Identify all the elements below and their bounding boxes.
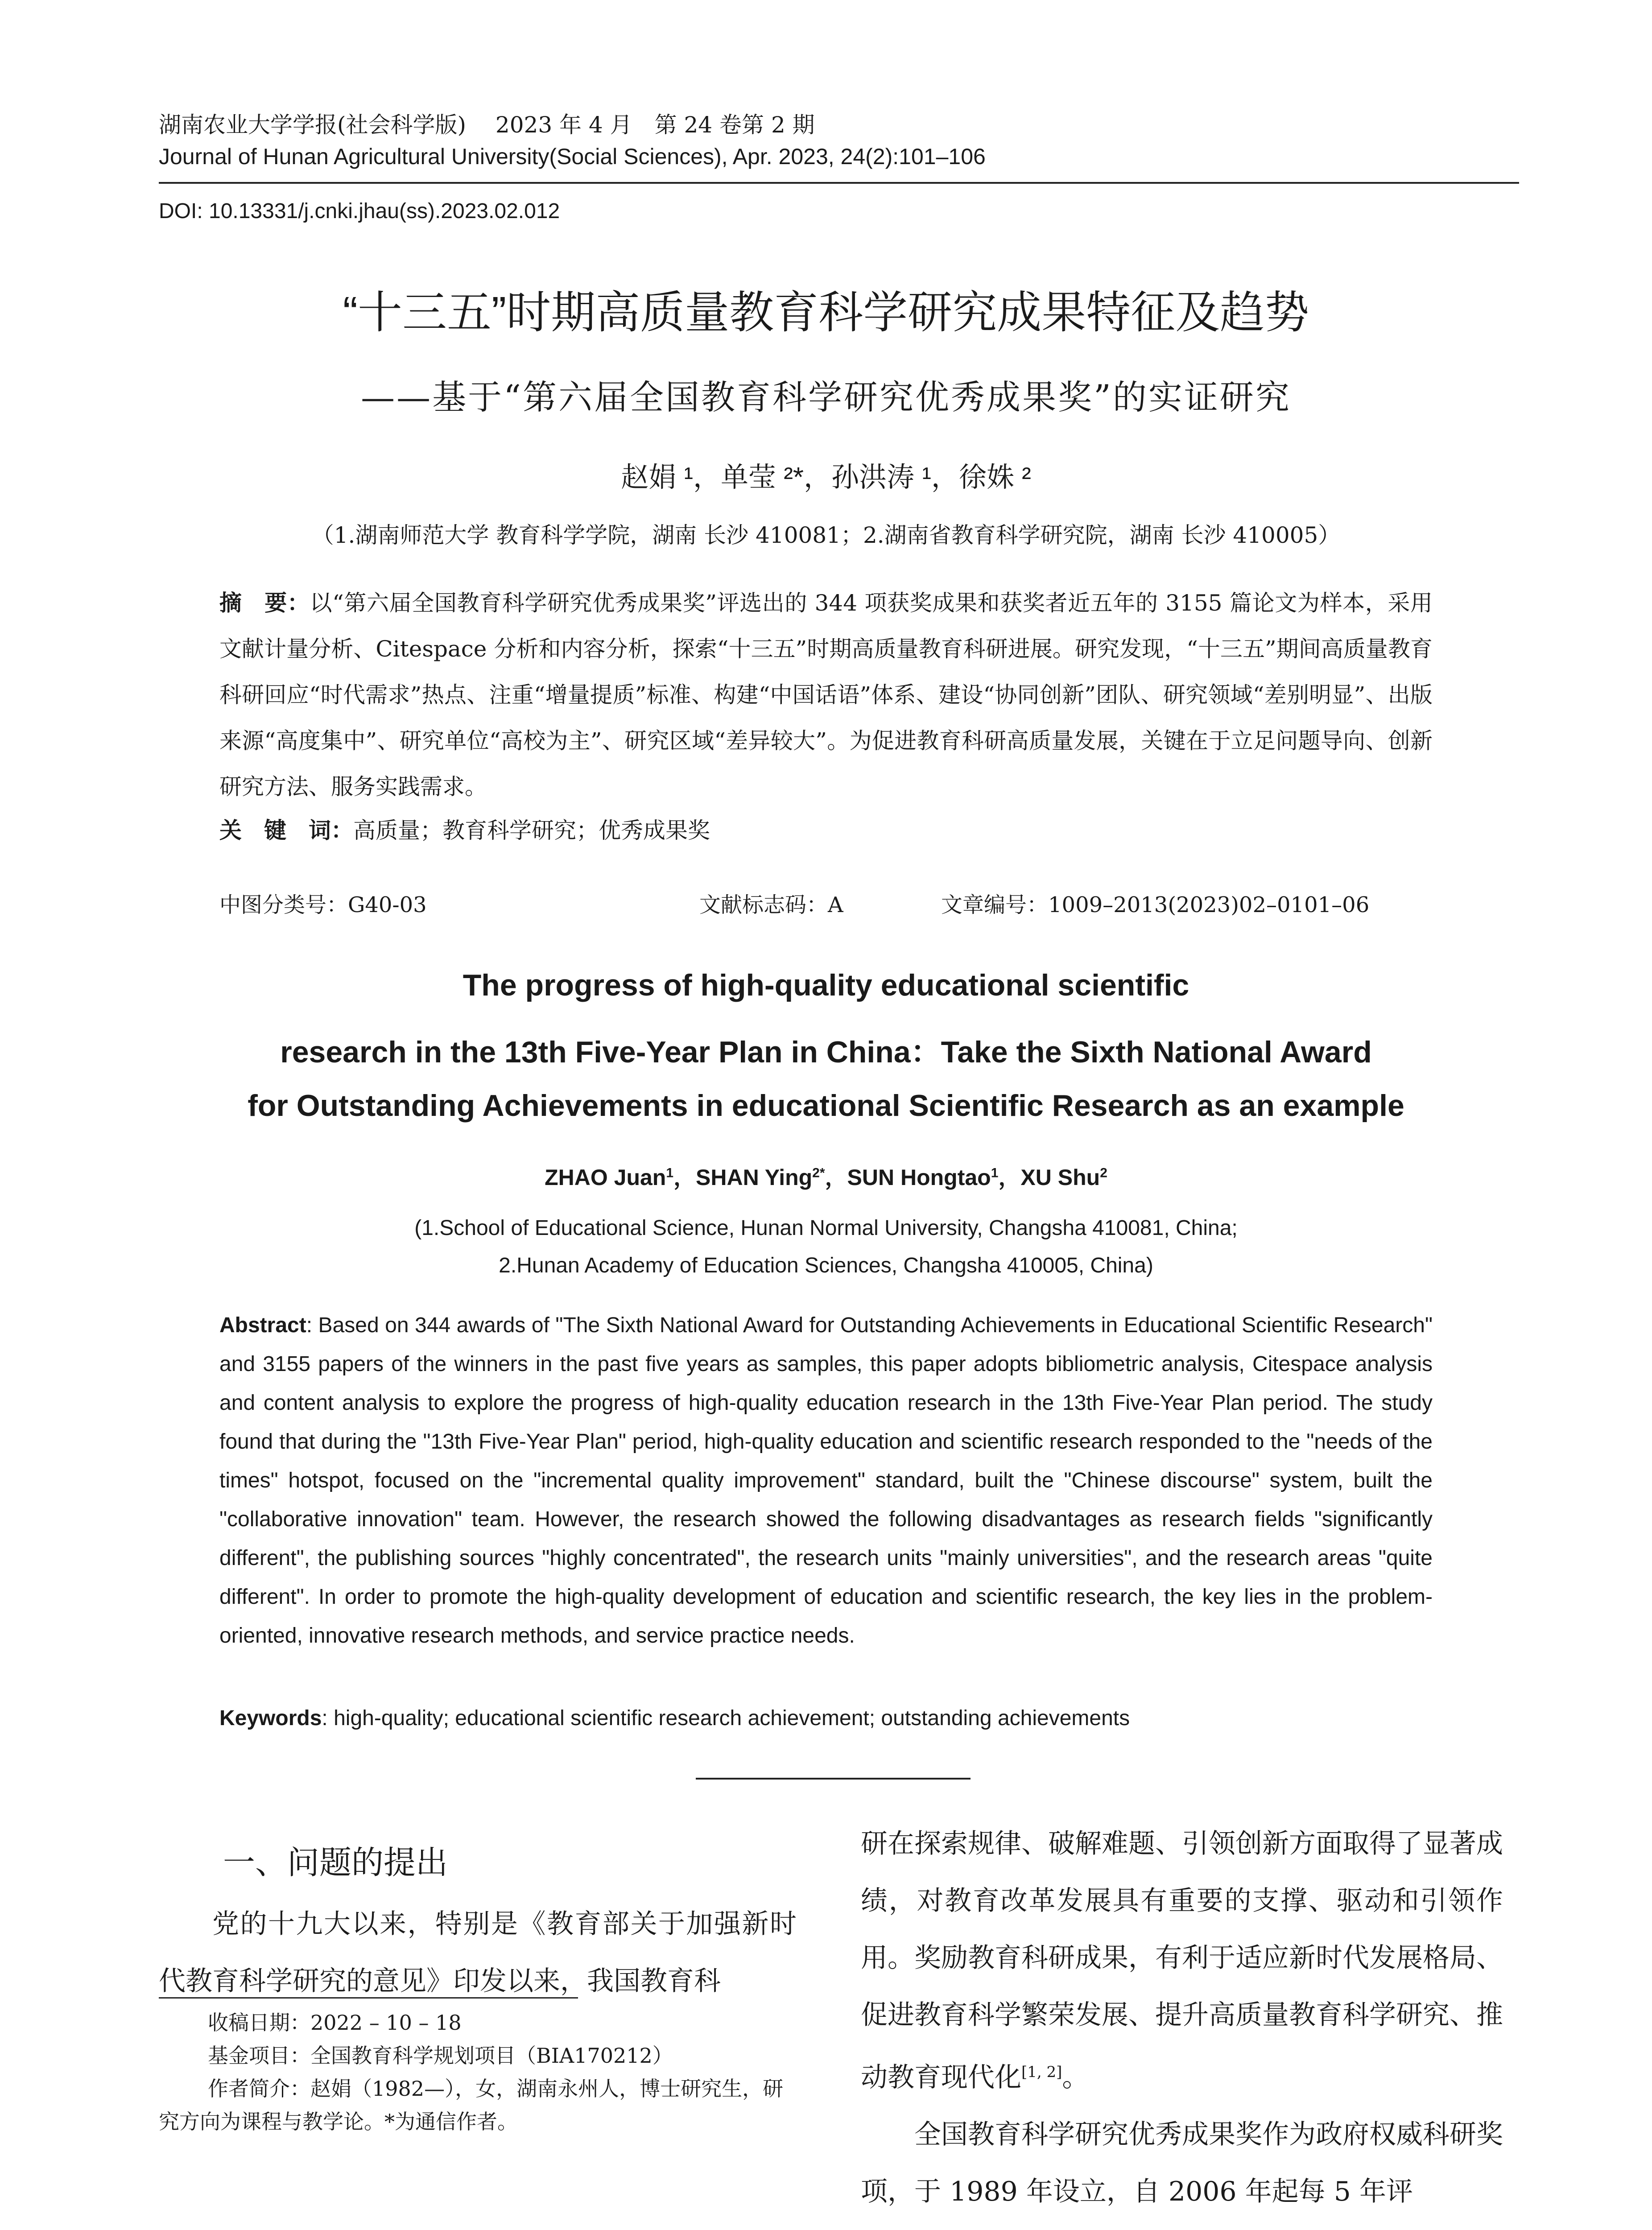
keywords-cn-text: 高质量；教育科学研究；优秀成果奖: [353, 818, 710, 843]
author-affil-mark: 2*: [812, 1165, 825, 1181]
author-name: XU Shu: [1020, 1165, 1100, 1190]
abstract-cn-label: 摘 要：: [219, 590, 310, 616]
abstract-en-label: Abstract: [219, 1313, 306, 1337]
section-heading: 一、问题的提出: [223, 1845, 448, 1881]
authors-en: [0, 1160, 1652, 1192]
keywords-en-label: Keywords: [219, 1706, 322, 1730]
abstract-en-text: : Based on 344 awards of "The Sixth National Award for Outstanding Achievements in Educational Scientific Research" and 3155 papers of the winners in the past five years as samples, this paper adopts bibliometric analysis, Citespace analysis and content analysis to explore the progress of high-quality education research in the 13th Five-Year Plan period. The study found that during the "13th Five-Year Plan" period, high-quality education and scientific research responded to the "needs of the times" hotspot, focused on the "incremental quality improvement" standard, built the "Chinese discourse" system, built the "collaborative innovation" team. However, the research showed the following disadvantages as research fields "significantly different", the publishing sources "highly concentrated", the research units "mainly universities", and the research areas "quite different". In order to promote the high-quality development of education and scientific research, the key lies in the problem-oriented, innovative research methods, and service practice needs.: [219, 1313, 1433, 1648]
author-affil-mark: 1: [666, 1165, 674, 1181]
authors-cn: 赵娟 ¹，单莹 ²*，孙洪涛 ¹，徐姝 ²: [621, 462, 1031, 493]
document-code: 文献标志码：A: [699, 892, 843, 917]
paragraph-end: 。: [1062, 2062, 1089, 2093]
doi: DOI: 10.13331/j.cnki.jhau(ss).2023.02.012: [159, 199, 560, 223]
author-name: ZHAO Juan: [545, 1165, 666, 1190]
header-rule: [159, 182, 1519, 184]
subtitle-cn: ——基于“第六届全国教育科学研究优秀成果奖”的实证研究: [361, 377, 1291, 417]
keywords-cn-label: 关 键 词：: [219, 817, 353, 843]
footnote-author-bio: 作者简介：赵娟（1982—），女，湖南永州人，博士研究生，研究方向为课程与教学论。*为通信作者。: [159, 2077, 784, 2134]
author-affil-mark: 1: [991, 1165, 999, 1181]
title-en-line: for Outstanding Achievements in educational Scientific Research as an example: [248, 1089, 1404, 1123]
affiliation-en-line: 2.Hunan Academy of Education Sciences, Changsha 410005, China): [499, 1254, 1153, 1277]
journal-name-en: Journal of Hunan Agricultural University(Social Sciences), Apr. 2023, 24(2):101–106: [159, 144, 986, 169]
author-separator: ，: [825, 1165, 847, 1190]
keywords-cn: [219, 813, 710, 845]
author-separator: ，: [673, 1165, 696, 1190]
title-cn: “十三五”时期高质量教育科学研究成果特征及趋势: [343, 288, 1309, 338]
author-separator: ，: [998, 1165, 1021, 1190]
body-paragraph-left: 党的十九大以来，特别是《教育部关于加强新时代教育科学研究的意见》印发以来，我国教育科: [159, 1908, 797, 1997]
keywords-en: [219, 1706, 1130, 1730]
author-affil-mark: 2: [1100, 1165, 1107, 1181]
author-name: SUN Hongtao: [847, 1165, 991, 1190]
keywords-en-text: : high-quality; educational scientific research achievement; outstanding achievements: [322, 1706, 1130, 1730]
affiliation-en-line: (1.School of Educational Science, Hunan Normal University, Changsha 410081, China;: [414, 1216, 1238, 1240]
citation-mark: [1, 2]: [1021, 2063, 1062, 2081]
title-en-line: The progress of high-quality educational scientific: [463, 968, 1189, 1002]
footnotes: [159, 2006, 797, 2138]
body-paragraph-right-2: 全国教育科学研究优秀成果奖作为政府权威科研奖项，于 1989 年设立，自 2006 年起每 5 年评: [861, 2119, 1503, 2207]
author-name: SHAN Ying: [696, 1165, 813, 1190]
body-paragraph-right-1: [861, 1815, 1503, 2106]
separator-rule: [696, 1778, 971, 1780]
classification-number: 中图分类号：G40-03: [219, 892, 427, 917]
article-number: 文章编号：1009–2013(2023)02–0101–06: [941, 892, 1370, 917]
abstract-cn: [219, 580, 1433, 810]
footnote-rule: [159, 1997, 578, 1999]
footnote-fund: 基金项目：全国教育科学规划项目（BIA170212）: [208, 2044, 673, 2068]
paragraph-text: 研在探索规律、破解难题、引领创新方面取得了显著成绩，对教育改革发展具有重要的支撑、驱动和引领作用。奖励教育科研成果，有利于适应新时代发展格局、促进教育科学繁荣发展、提升高质量教育科学研究、推动教育现代化: [861, 1828, 1503, 2093]
body-column-right: [861, 1815, 1503, 2220]
journal-name-cn: 湖南农业大学学报(社会科学版) 2023 年 4 月 第 24 卷第 2 期: [159, 112, 815, 138]
footnote-received: 收稿日期：2022 – 10 – 18: [208, 2011, 462, 2035]
abstract-cn-text: 以“第六届全国教育科学研究优秀成果奖”评选出的 344 项获奖成果和获奖者近五年的 3155 篇论文为样本，采用文献计量分析、Citespace 分析和内容分析，探索“十三五”时期高质量教育科研进展。研究发现，“十三五”期间高质量教育科研回应“时代需求”热点、注重“增量提质”标准、构建“中国话语”体系、建设“协同创新”团队、研究领域“差别明显”、出版来源“高度集中”、研究单位“高校为主”、研究区域“差异较大”。为促进教育科研高质量发展，关键在于立足问题导向、创新研究方法、服务实践需求。: [219, 590, 1433, 800]
abstract-en: [219, 1306, 1433, 1655]
affiliations-cn: （1.湖南师范大学 教育科学学院，湖南 长沙 410081；2.湖南省教育科学研究院，湖南 长沙 410005）: [311, 522, 1341, 548]
title-en-line: research in the 13th Five-Year Plan in China：Take the Sixth National Award: [280, 1035, 1372, 1069]
